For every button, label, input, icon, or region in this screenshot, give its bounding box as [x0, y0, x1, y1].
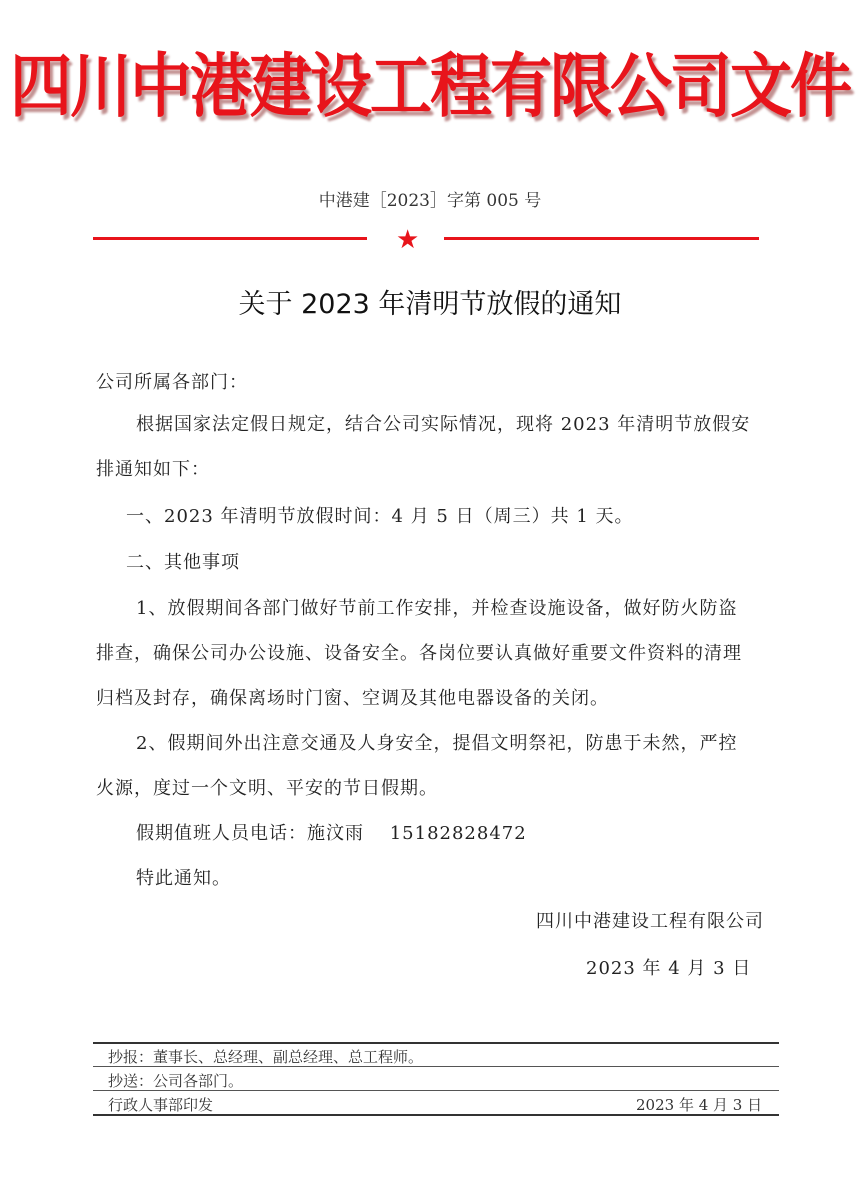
red-divider-right [444, 237, 759, 240]
cc-report: 抄报：董事长、总经理、副总经理、总工程师。 [108, 1048, 424, 1066]
cc-rule [93, 1090, 779, 1091]
matter-1-line: 排查，确保公司办公设施、设备安全。各岗位要认真做好重要文件资料的清理 [96, 643, 742, 664]
signature-date: 2023 年 4 月 3 日 [586, 958, 752, 979]
document-masthead: 四川中港建设工程有限公司文件 [9, 45, 850, 128]
matter-2-line: 火源，度过一个文明、平安的节日假期。 [96, 778, 438, 799]
document-number: 中港建［2023］字第 005 号 [318, 191, 542, 211]
cc-send: 抄送：公司各部门。 [108, 1072, 244, 1090]
intro-paragraph-line: 根据国家法定假日规定，结合公司实际情况，现将 2023 年清明节放假安 [136, 414, 751, 435]
star-icon: ★ [396, 225, 420, 255]
cc-rule [93, 1066, 779, 1067]
notice-title: 关于 2023 年清明节放假的通知 [238, 289, 622, 320]
other-matters-heading: 二、其他事项 [126, 552, 240, 573]
issuer: 行政人事部印发 [108, 1096, 214, 1114]
closing-line: 特此通知。 [136, 868, 231, 889]
matter-1-line: 1、放假期间各部门做好节前工作安排，并检查设施设备，做好防火防盗 [136, 598, 738, 619]
intro-paragraph-line: 排通知如下： [96, 459, 210, 480]
red-divider-left [93, 237, 367, 240]
cc-rule-bottom [93, 1114, 779, 1116]
matter-2-line: 2、假期间外出注意交通及人身安全，提倡文明祭祀，防患于未然，严控 [136, 733, 738, 754]
matter-1-line: 归档及封存，确保离场时门窗、空调及其他电器设备的关闭。 [96, 688, 609, 709]
holiday-time-item: 一、2023 年清明节放假时间：4 月 5 日（周三）共 1 天。 [126, 506, 634, 527]
cc-rule-top [93, 1042, 779, 1044]
signature-organization: 四川中港建设工程有限公司 [536, 911, 764, 932]
issue-date: 2023 年 4 月 3 日 [636, 1096, 763, 1114]
salutation: 公司所属各部门： [96, 372, 248, 393]
duty-contact: 假期值班人员电话：施汶雨 15182828472 [136, 823, 527, 844]
